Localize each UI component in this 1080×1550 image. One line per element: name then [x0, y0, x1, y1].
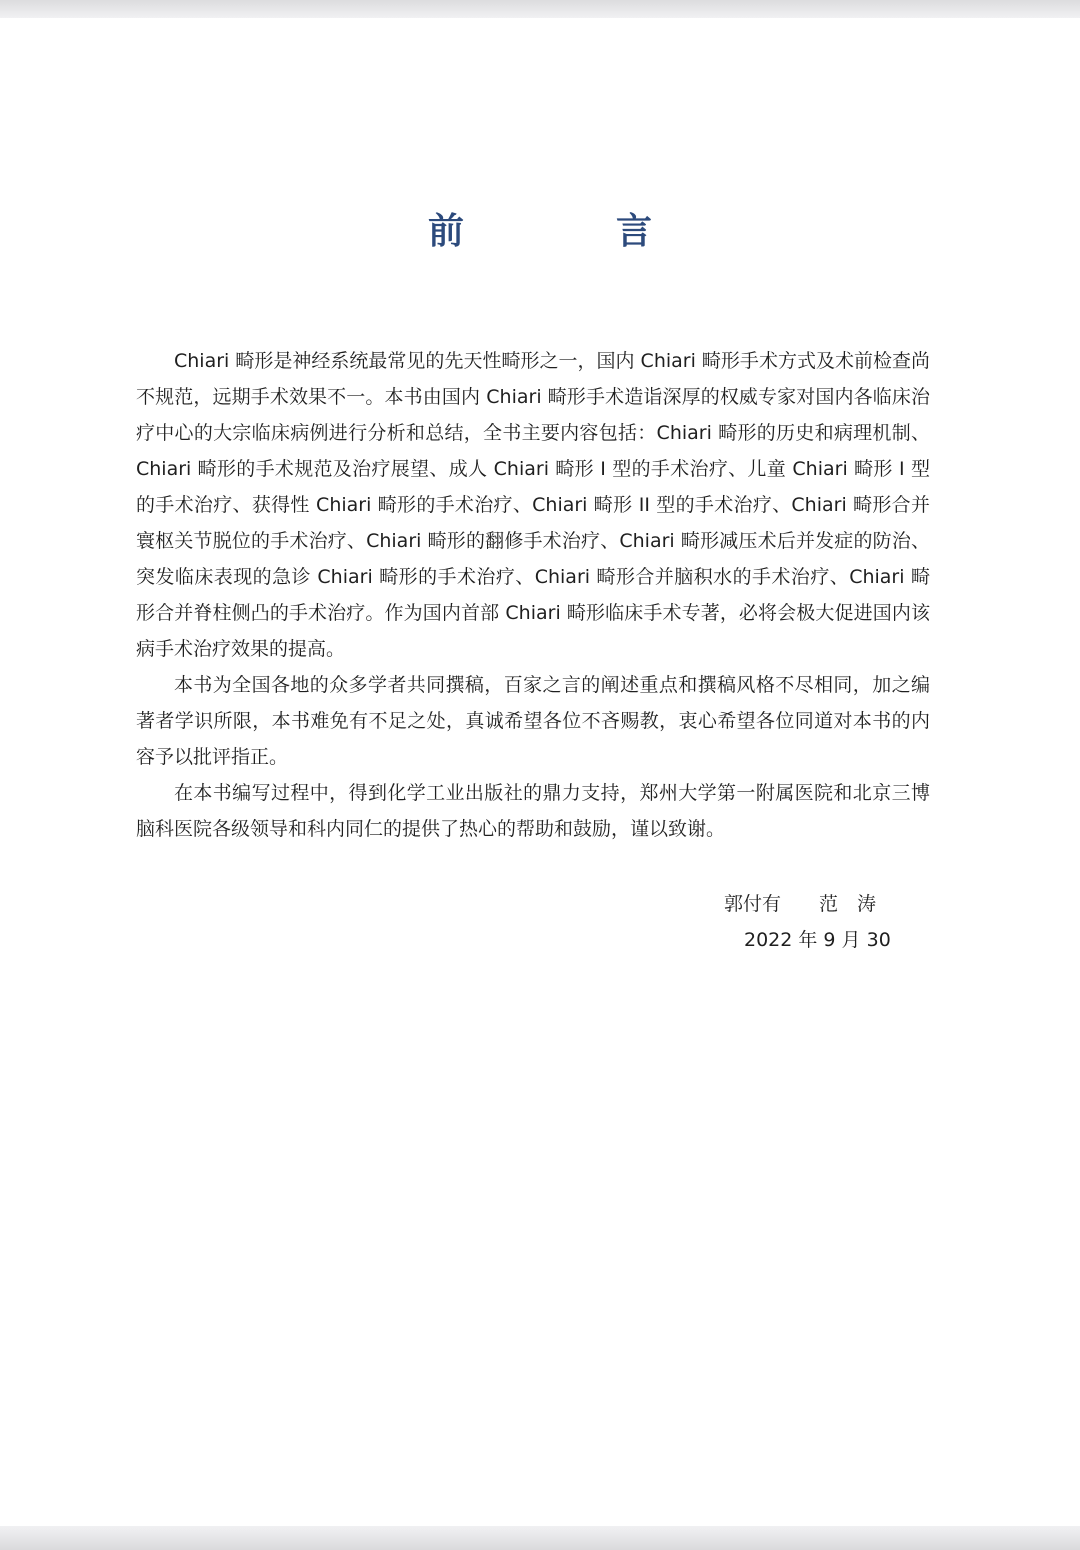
signature-block [700, 886, 920, 958]
top-shadow-strip [0, 0, 1080, 18]
author-name: 郭付有 [724, 893, 782, 915]
paragraph-2: 本书为全国各地的众多学者共同撰稿，百家之言的阐述重点和撰稿风格不尽相同，加之编著者学识所限，本书难免有不足之处，真诚希望各位不吝赐教，衷心希望各位同道对本书的内容予以批评指正。 [136, 674, 930, 768]
authors-line [700, 886, 920, 922]
paragraph-1: Chiari 畸形是神经系统最常见的先天性畸形之一，国内 Chiari 畸形手术方式及术前检查尚不规范，远期手术效果不一。本书由国内 Chiari 畸形手术造诣深厚的权威专家对国内各临床治疗中心的大宗临床病例进行分析和总结，全书主要内容包括：Chiari 畸形的历史和病理机制、Chiari 畸形的手术规范及治疗展望、成人 Chiari 畸形 I 型的手术治疗、儿童 Chiari 畸形 I 型的手术治疗、获得性 Chiari 畸形的手术治疗、Chiari 畸形 II 型的手术治疗、Chiari 畸形合并寰枢关节脱位的手术治疗、Chiari 畸形的翻修手术治疗、Chiari 畸形减压术后并发症的防治、突发临床表现的急诊 Chiari 畸形的手术治疗、Chiari 畸形合并脑积水的手术治疗、Chiari 畸形合并脊柱侧凸的手术治疗。作为国内首部 Chiari 畸形临床手术专著，必将会极大促进国内该病手术治疗效果的提高。 [136, 350, 930, 660]
document-page [0, 18, 1080, 1526]
signature-date: 2022 年 9 月 30 [744, 929, 891, 951]
preface-body [136, 343, 930, 847]
bottom-shadow-strip [0, 1526, 1080, 1550]
author-name: 范 涛 [819, 893, 877, 915]
page-title: 前 言 [427, 211, 710, 252]
paragraph-3: 在本书编写过程中，得到化学工业出版社的鼎力支持，郑州大学第一附属医院和北京三博脑科医院各级领导和科内同仁的提供了热心的帮助和鼓励，谨以致谢。 [136, 782, 930, 840]
